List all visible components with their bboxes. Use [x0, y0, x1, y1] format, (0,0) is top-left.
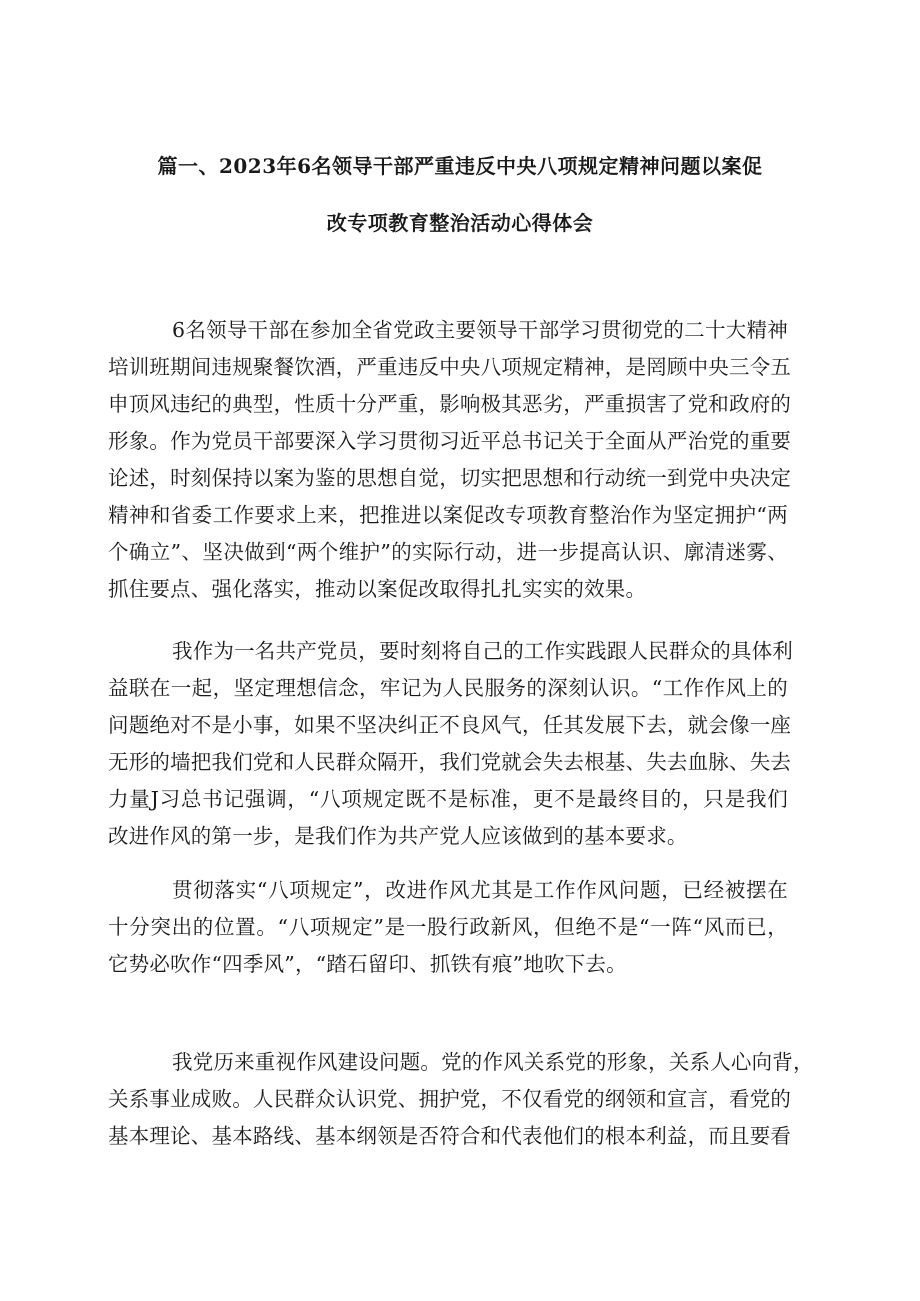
paragraph-line: 个确立”、坚决做到“两个维护”的实际行动，进一步提高认识、廓清迷雾、: [108, 540, 788, 564]
document-title-line-2: 改专项教育整治活动心得体会: [326, 211, 594, 235]
paragraph-line: 关系事业成败。人民群众认识党、拥护党，不仅看党的纲领和宣言，看党的: [108, 1087, 792, 1111]
paragraph-line: 论述，时刻保持以案为鉴的思想自觉，切实把思想和行动统一到党中央决定: [108, 466, 792, 490]
paragraph-line: 基本理论、基本路线、基本纲领是否符合和代表他们的根本利益，而且要看: [108, 1124, 792, 1148]
paragraph-line: 贯彻落实“八项规定”，改进作风尤其是工作作风问题，已经被摆在: [172, 878, 788, 902]
paragraph-line: 精神和省委工作要求上来，把推进以案促改专项教育整治作为坚定拥护“两: [108, 503, 788, 527]
paragraph-line: 十分突出的位置。“八项规定”是一股行政新风，但绝不是“一阵“风而已，: [108, 915, 788, 939]
paragraph-line: 益联在一起，坚定理想信念，牢记为人民服务的深刻认识。“工作作风上的: [108, 676, 788, 700]
paragraph-line: 抓住要点、强化落实，推动以案促改取得扎扎实实的效果。: [108, 577, 647, 601]
paragraph-line: 问题绝对不是小事，如果不坚决纠正不良风气，任其发展下去，就会像一座: [108, 713, 792, 737]
paragraph-line: 我党历来重视作风建设问题。党的作风关系党的形象，关系人心向背，: [172, 1050, 814, 1074]
paragraph-line: 我作为一名共产党员，要时刻将自己的工作实践跟人民群众的具体利: [172, 639, 793, 663]
document-title-line-1: 篇一、2023年6名领导干部严重违反中央八项规定精神问题以案促: [157, 154, 763, 178]
paragraph-line: 力量J习总书记强调，“八项规定既不是标准，更不是最终目的，只是我们: [108, 787, 788, 811]
paragraph-line: 无形的墙把我们党和人民群众隔开，我们党就会失去根基、失去血脉、失去: [108, 750, 792, 774]
paragraph-line: 改进作风的第一步，是我们作为共产党人应该做到的基本要求。: [108, 824, 688, 848]
paragraph-line: 6名领导干部在参加全省党政主要领导干部学习贯彻党的二十大精神: [172, 318, 788, 342]
paragraph-line: 它势必吹作“四季风”，“踏石留印、抓铁有痕”地吹下去。: [108, 952, 627, 976]
paragraph-line: 形象。作为党员干部要深入学习贯彻习近平总书记关于全面从严治党的重要: [108, 429, 792, 453]
paragraph-line: 培训班期间违规聚餐饮酒，严重违反中央八项规定精神，是罔顾中央三令五: [108, 355, 792, 379]
paragraph-line: 申顶风违纪的典型，性质十分严重，影响极其恶劣，严重损害了党和政府的: [108, 392, 792, 416]
